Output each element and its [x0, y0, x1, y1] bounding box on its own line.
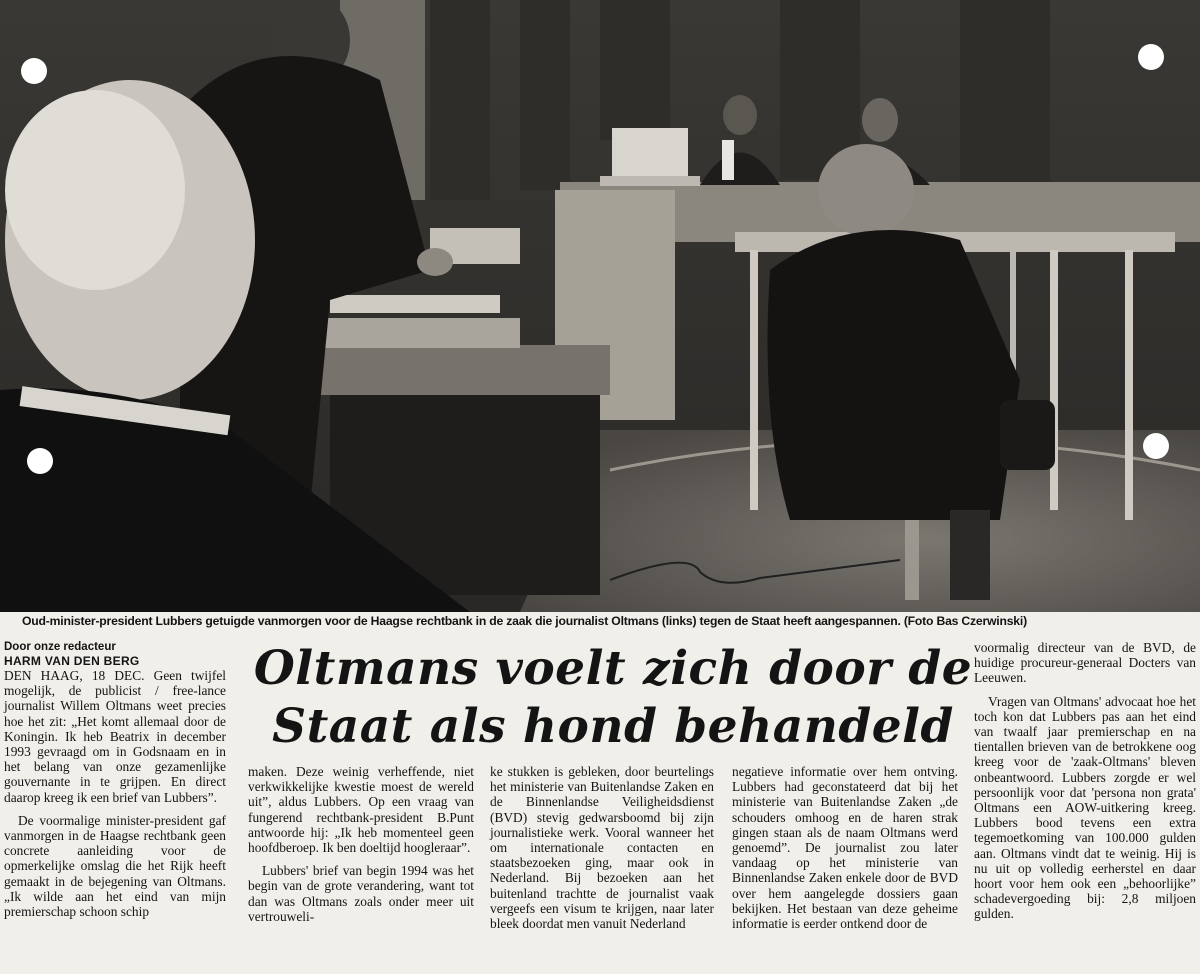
article-paragraph: maken. Deze weinig verheffende, niet verkwikkelijke kwestie moest de wereld uit”, aldus Lubbers. Op een vraag van fungerend rechtbank-president B.Punt antwoorde hij: „Ik heb momenteel geen hoofdberoep. Ik ben doeltijd hoogleraar”.	[248, 764, 474, 856]
byline-intro: Door onze redacteur	[4, 641, 116, 653]
headline-line-2: Staat als hond behandeld	[272, 699, 954, 754]
punch-hole	[21, 58, 47, 84]
article-paragraph: voormalig directeur van de BVD, de huidige procureur-generaal Docters van Leeuwen.	[974, 640, 1196, 686]
article-paragraph: Lubbers' brief van begin 1994 was het begin van de grote verandering, want tot dan was Oltmans zoals onder meer uit vertrouweli-	[248, 863, 474, 924]
punch-hole	[1143, 433, 1169, 459]
punch-hole	[1138, 44, 1164, 70]
headline	[248, 640, 978, 756]
byline-author: HARM VAN DEN BERG	[4, 654, 140, 668]
article-column-4	[732, 764, 958, 939]
article-column-5	[974, 640, 1196, 930]
article-paragraph: DEN HAAG, 18 DEC. Geen twijfel mogelijk, de publicist / free-lance journalist Willem Oltmans weet precies hoe het zit: „Het komt allemaal door de Koningin. Ik heb Beatrix in december 1993 gevraagd om in Godsnaam en in het belang van onze gezamenlijke gouvernante in te grijpen. En direct daarop kreeg ik een brief van Lubbers”.	[4, 668, 226, 805]
article-paragraph: negatieve informatie over hem ontving. Lubbers had geconstateerd dat bij het ministerie van Buitenlandse Zaken „de schouders omhoog en de haren strak gingen staan als de naam Oltmans werd genoemd”. De journalist zou later vandaag op het ministerie van Binnenlandse Zaken enkele door de BVD over hem aangelegde dossiers gaan bekijken. Het bestaan van deze geheime informatie is eerder ontkend door de	[732, 764, 958, 932]
article-column-1	[4, 640, 226, 927]
photo-caption: Oud-minister-president Lubbers getuigde vanmorgen voor de Haagse rechtbank in de zaak die journalist Oltmans (links) tegen de Staat heeft aangespannen. (Foto Bas Czerwinski)	[22, 614, 1027, 628]
punch-hole	[27, 448, 53, 474]
article-column-2	[248, 764, 474, 932]
article-paragraph: De voormalige minister-president gaf vanmorgen in de Haagse rechtbank geen concrete aanleiding voor de opmerkelijke omslag die het Rijk heeft gemaakt in de bejegening van Oltmans. „Ik wilde aan het eind van mijn premierschap schoon schip	[4, 812, 226, 920]
article-paragraph: ke stukken is gebleken, door beurtelings het ministerie van Buitenlandse Zaken en de Binnenlandse Veiligheidsdienst (BVD) stevig gedwarsboomd bij zijn journalistieke werk. Vooral wanneer het om internationale contacten en staatsbezoeken ging, maar ook in Nederland. Bij bezoeken aan het buitenland trachtte de journalist vaak vergeefs een visum te krijgen, naar later bleek doordat men vanuit Nederland	[490, 764, 714, 932]
headline-line-1: Oltmans voelt zich door de	[253, 641, 973, 696]
article-column-3	[490, 764, 714, 939]
article-paragraph: Vragen van Oltmans' advocaat hoe het toch kon dat Lubbers pas aan het eind van twaalf jaar premierschap en na tientallen brieven van de betrokkene oog kreeg voor de 'zaak-Oltmans' bleven onbeantwoord. Lubbers zorgde er wel persoonlijk voor dat 'persona non grata' Oltmans een AOW-uitkering kreeg. Lubbers bood tevens een extra tegemoetkoming van 100.000 gulden aan. Oltmans vindt dat te weinig. Hij is nu uit op volledig eerherstel en daar hoort voor hem ook een „behoorlijke” schadevergoeding bij: 2,8 miljoen gulden.	[974, 693, 1196, 922]
